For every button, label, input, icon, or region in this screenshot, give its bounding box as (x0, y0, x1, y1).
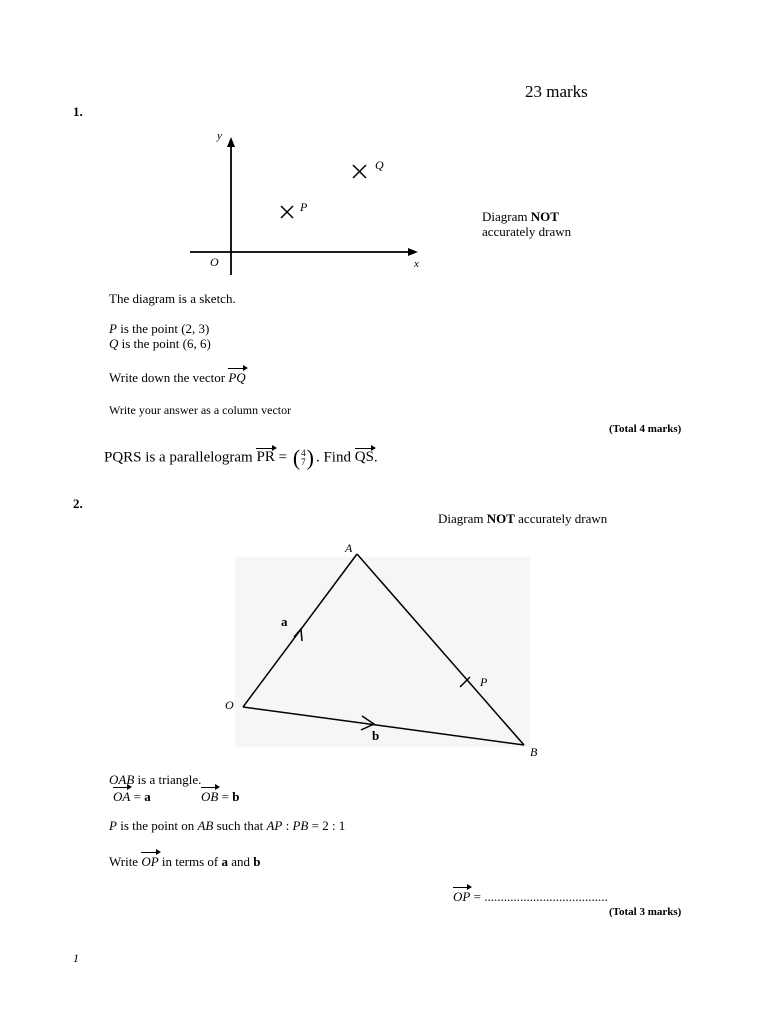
write-op-b: b (253, 854, 261, 869)
op-answer-line[interactable] (453, 889, 608, 905)
oa-value: a (144, 789, 151, 804)
pr-top: 4 (301, 448, 306, 458)
pq-vector: PQ (228, 370, 246, 385)
origin-label: O (210, 255, 219, 269)
ratio-statement (109, 818, 345, 834)
pr-bottom: 7 (301, 457, 306, 467)
period: . (373, 449, 378, 466)
marks-heading: 23 marks (525, 82, 588, 101)
answer-dots[interactable]: ...................................... (484, 889, 608, 904)
ob-value: b (232, 789, 240, 804)
q2-note-bold: NOT (486, 511, 515, 526)
answer-equals: = (470, 889, 485, 904)
page-number: 1 (73, 951, 79, 965)
oa-vector: OA (113, 789, 131, 804)
coordinate-diagram (180, 125, 440, 275)
answer-op-vector: OP (453, 889, 471, 904)
pr-column-vector: ( 4 7 ) (292, 445, 314, 470)
triangle-name: OAB (109, 772, 135, 787)
vertex-o-label: O (225, 698, 234, 712)
vertex-b-label: B (530, 745, 538, 759)
vertex-a-label: A (345, 541, 353, 555)
pr-vector: PR (256, 449, 275, 466)
write-op-pre: Write (109, 854, 142, 869)
pqrs-text: PQRS is a parallelogram (104, 449, 257, 466)
ratio-value: = 2 : 1 (308, 818, 346, 833)
ratio-text-1: is the point on (116, 818, 198, 833)
point-q-statement (109, 336, 211, 352)
vector-a-label: a (281, 614, 288, 629)
parallelogram-question (104, 447, 378, 469)
ratio-ab: AB (197, 818, 214, 833)
ratio-pb: PB (292, 818, 309, 833)
q2-diagram-note (438, 511, 607, 527)
point-p-label: P (480, 675, 488, 689)
ob-definition (201, 789, 239, 805)
point-q-cross (353, 165, 366, 178)
triangle-text: is a triangle. (134, 772, 202, 787)
triangle-diagram (215, 537, 555, 767)
ratio-ap: AP (266, 818, 283, 833)
ob-vector: OB (201, 789, 219, 804)
write-op-and: and (228, 854, 254, 869)
x-axis-label: x (414, 258, 419, 270)
find-text: . Find (315, 449, 355, 466)
question-1-number: 1. (73, 104, 83, 119)
pr-equals: = (274, 449, 291, 466)
ratio-p: P (109, 818, 117, 833)
sketch-statement: The diagram is a sketch. (109, 291, 236, 306)
point-p-statement (109, 321, 209, 337)
triangle-statement (109, 772, 201, 788)
q-name: Q (109, 336, 119, 351)
write-op-instruction (109, 854, 261, 870)
p-name: P (109, 321, 117, 336)
column-vector-instruction: Write your answer as a column vector (109, 403, 292, 417)
q2-note-prefix: Diagram (438, 511, 487, 526)
ob-equals: = (218, 789, 233, 804)
qs-vector: QS (354, 449, 374, 466)
write-text: Write down the vector (109, 370, 229, 385)
point-q-label: Q (375, 158, 384, 172)
write-op-mid: in terms of (158, 854, 222, 869)
x-axis-arrow (408, 248, 418, 256)
q1-diagram-note (482, 209, 571, 239)
y-axis-arrow (227, 137, 235, 147)
point-p-cross (281, 206, 293, 218)
q1-note-prefix: Diagram (482, 209, 531, 224)
p-coords: is the point (2, 3) (116, 321, 210, 336)
vector-definitions (113, 789, 151, 805)
oa-equals: = (130, 789, 145, 804)
diagram-background (235, 557, 530, 747)
q2-note-suffix: accurately drawn (514, 511, 608, 526)
question-2-number: 2. (73, 496, 83, 511)
vector-b-label: b (372, 728, 380, 743)
point-p-label: P (300, 200, 308, 214)
ratio-text-2: such that (213, 818, 267, 833)
write-vector-instruction (109, 370, 246, 386)
q2-total-marks: (Total 3 marks) (609, 906, 682, 918)
y-axis-label: y (217, 130, 222, 142)
q-coords: is the point (6, 6) (118, 336, 211, 351)
ratio-colon: : (282, 818, 293, 833)
op-vector: OP (141, 854, 159, 869)
q1-total-marks: (Total 4 marks) (609, 423, 682, 435)
q1-note-bold: NOT (530, 209, 559, 224)
q1-note-suffix: accurately drawn (482, 224, 572, 239)
write-op-a: a (221, 854, 228, 869)
